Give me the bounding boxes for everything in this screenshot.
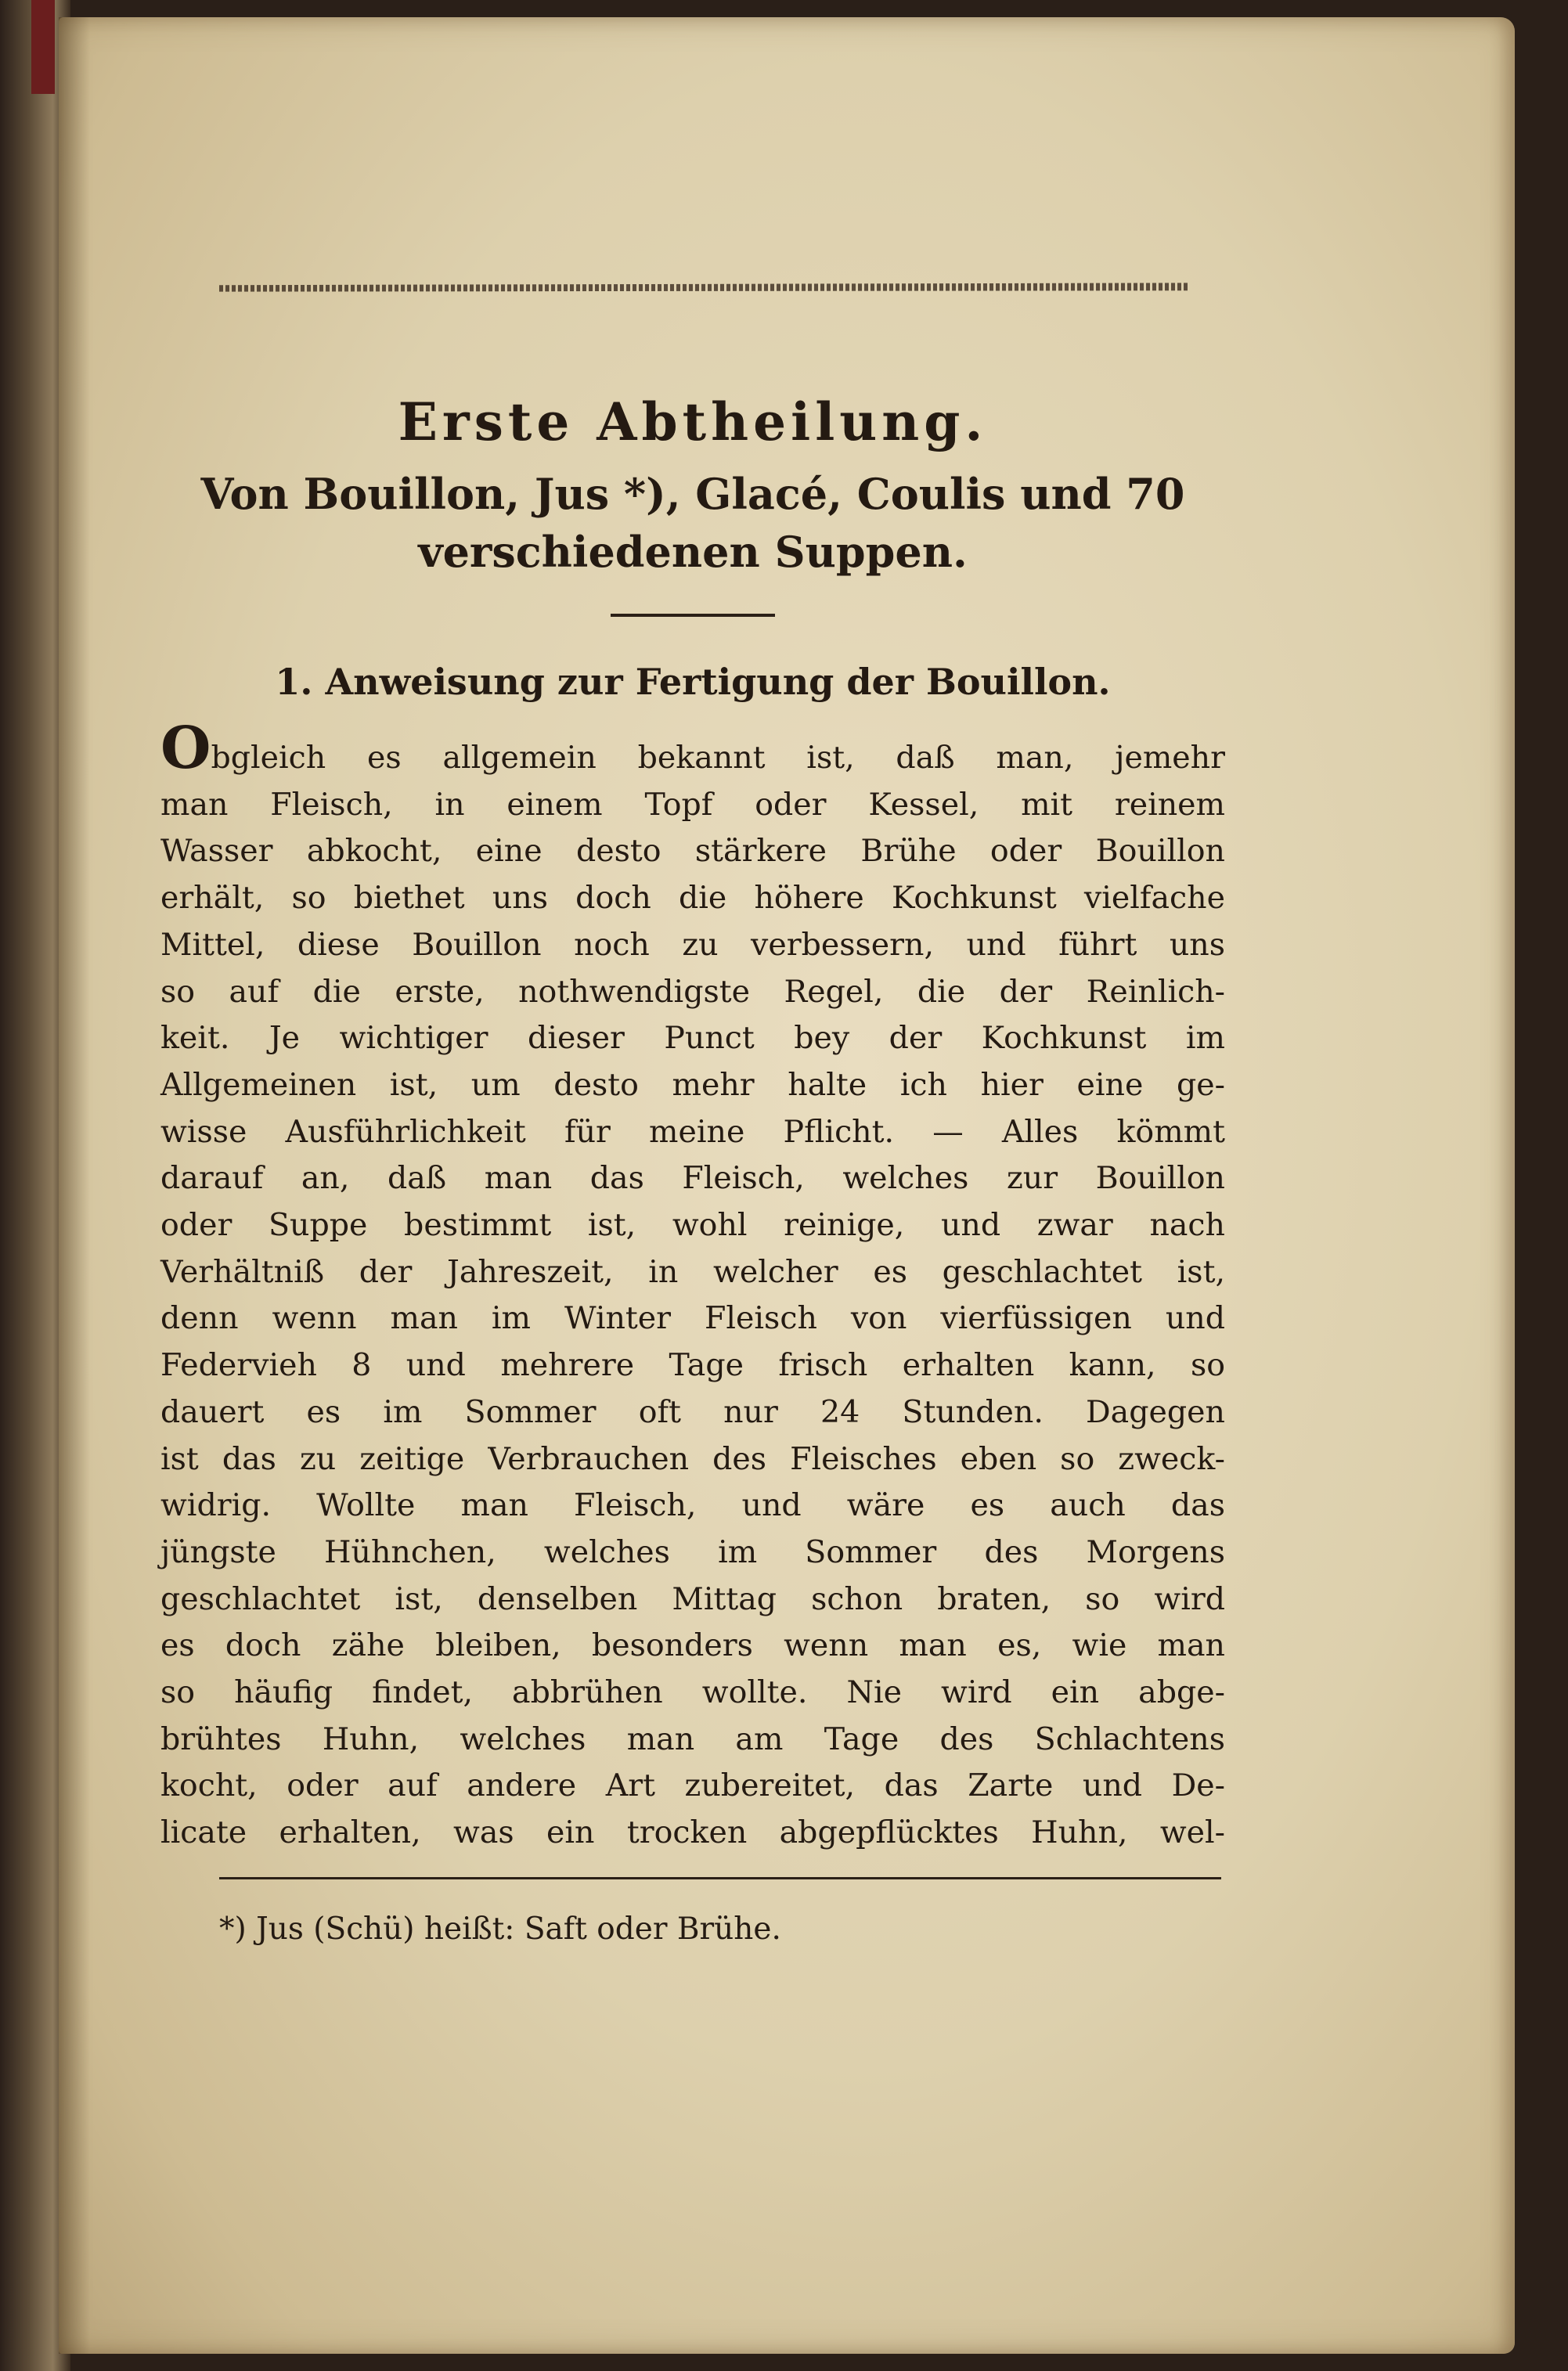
ornamental-rule xyxy=(219,282,1190,293)
text-line-content: bgleich es allgemein bekannt ist, daß man, jemehr xyxy=(211,740,1225,776)
text-line: Mittel, diese Bouillon noch zu verbessern, und führt uns xyxy=(160,926,1225,963)
section-subtitle xyxy=(160,465,1225,581)
text-line: ist das zu zeitige Verbrauchen des Fleisches eben so zweck- xyxy=(160,1440,1225,1477)
text-line: Wasser abkocht, eine desto stärkere Brühe oder Bouillon xyxy=(160,833,1225,870)
text-line: licate erhalten, was ein trocken abgepflücktes Huhn, wel- xyxy=(160,1814,1225,1851)
title-divider xyxy=(611,614,775,617)
text-line: darauf an, daß man das Fleisch, welches zur Bouillon xyxy=(160,1160,1225,1197)
text-line: keit. Je wichtiger dieser Punct bey der Kochkunst im xyxy=(160,1020,1225,1057)
text-line: es doch zähe bleiben, besonders wenn man es, wie man xyxy=(160,1627,1225,1664)
footnote-rule xyxy=(219,1877,1221,1879)
text-line: erhält, so biethet uns doch die höhere Kochkunst vielfache xyxy=(160,880,1225,917)
text-line: kocht, oder auf andere Art zubereitet, das Zarte und De- xyxy=(160,1767,1225,1804)
drop-initial: O xyxy=(160,715,211,782)
text-line: man Fleisch, in einem Topf oder Kessel, mit reinem xyxy=(160,786,1225,823)
text-line: so häufig findet, abbrühen wollte. Nie wird ein abge- xyxy=(160,1674,1225,1711)
section-subtitle-line1: Von Bouillon, Jus *), Glacé, Coulis und 70 xyxy=(200,469,1185,519)
text-line: widrig. Wollte man Fleisch, und wäre es auch das xyxy=(160,1487,1225,1524)
text-line: wisse Ausführlichkeit für meine Pflicht. — Alles kömmt xyxy=(160,1113,1225,1150)
text-line: geschlachtet ist, denselben Mittag schon braten, so wird xyxy=(160,1580,1225,1617)
text-line: jüngste Hühnchen, welches im Sommer des Morgens xyxy=(160,1533,1225,1570)
text-line: oder Suppe bestimmt ist, wohl reinige, und zwar nach xyxy=(160,1207,1225,1244)
footnote: *) Jus (Schü) heißt: Saft oder Brühe. xyxy=(219,1911,781,1947)
binding-ribbon xyxy=(31,0,55,94)
text-line: Verhältniß der Jahreszeit, in welcher es geschlachtet ist, xyxy=(160,1253,1225,1290)
text-line: denn wenn man im Winter Fleisch von vierfüssigen und xyxy=(160,1300,1225,1337)
text-line: so auf die erste, nothwendigste Regel, die der Reinlich- xyxy=(160,973,1225,1010)
gutter-shadow xyxy=(59,17,90,2354)
text-line: brühtes Huhn, welches man am Tage des Schlachtens xyxy=(160,1721,1225,1757)
text-line xyxy=(160,715,1225,782)
section-title: Erste Abtheilung. xyxy=(398,391,988,452)
text-line: Federvieh 8 und mehrere Tage frisch erhalten kann, so xyxy=(160,1347,1225,1384)
page-content xyxy=(160,282,1225,1951)
text-line: Allgemeinen ist, um desto mehr halte ich hier eine ge- xyxy=(160,1066,1225,1103)
recipe-body xyxy=(160,715,1225,1857)
recipe-heading: 1. Anweisung zur Fertigung der Bouillon. xyxy=(275,661,1111,703)
section-subtitle-line2: verschiedenen Suppen. xyxy=(418,527,968,577)
text-line: dauert es im Sommer oft nur 24 Stunden. Dagegen xyxy=(160,1393,1225,1430)
